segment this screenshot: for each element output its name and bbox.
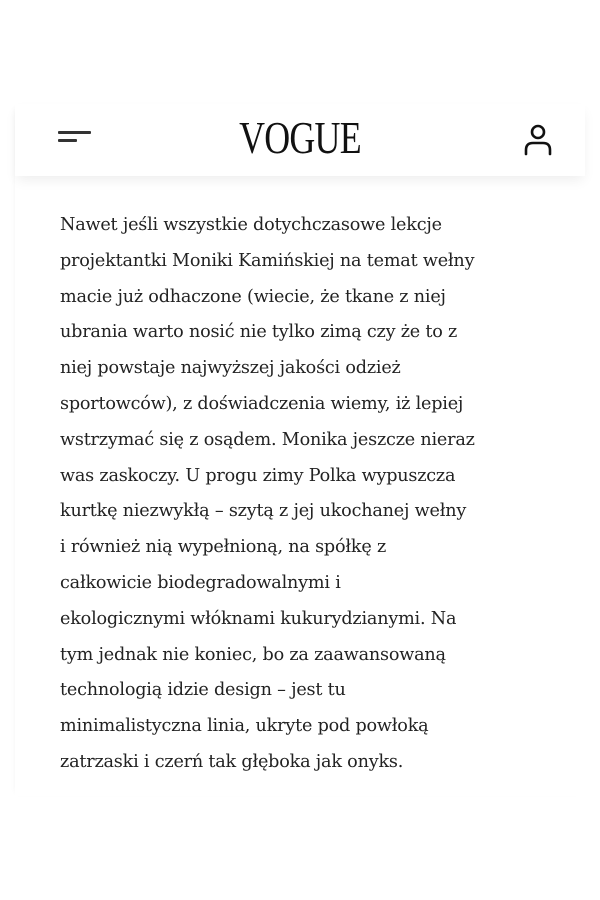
paragraph-line: zatrzaski i czerń tak głęboka jak onyks. bbox=[60, 751, 404, 772]
paragraph-line: minimalistyczna linia, ukryte pod powłoką bbox=[60, 716, 429, 737]
paragraph-line: sportowców), z doświadczenia wiemy, iż lepiej bbox=[60, 393, 464, 414]
account-button[interactable] bbox=[521, 122, 555, 158]
page-card bbox=[15, 104, 585, 796]
paragraph-line: Nawet jeśli wszystkie dotychczasowe lekcje bbox=[60, 215, 442, 235]
paragraph-line: całkowicie biodegradowalnymi i bbox=[60, 572, 341, 593]
paragraph-line: tym jednak nie koniec, bo za zaawansowaną bbox=[60, 644, 446, 665]
paragraph-line: technologią idzie design – jest tu bbox=[60, 680, 346, 701]
paragraph-line: ubrania warto nosić nie tylko zimą czy że to z bbox=[60, 322, 458, 343]
article-paragraph bbox=[60, 208, 550, 781]
paragraph-line: wstrzymać się z osądem. Monika jeszcze nieraz bbox=[60, 429, 475, 450]
paragraph-line: macie już odhaczone (wiecie, że tkane z niej bbox=[60, 286, 446, 307]
paragraph-line: was zaskoczy. U progu zimy Polka wypuszcza bbox=[60, 465, 456, 486]
paragraph-line: i również nią wypełnioną, na spółkę z bbox=[60, 537, 387, 558]
paragraph-line: projektantki Moniki Kamińskiej na temat wełny bbox=[60, 250, 475, 271]
vogue-logo[interactable]: VOGUE bbox=[239, 112, 361, 163]
paragraph-line: niej powstaje najwyższej jakości odzież bbox=[60, 358, 401, 379]
menu-button[interactable] bbox=[55, 126, 97, 154]
paragraph-line: kurtkę niezwykłą – szytą z jej ukochanej wełny bbox=[60, 501, 467, 522]
site-header bbox=[15, 104, 585, 176]
paragraph-line: ekologicznymi włóknami kukurydzianymi. Na bbox=[60, 608, 457, 629]
user-account-icon bbox=[521, 122, 555, 158]
